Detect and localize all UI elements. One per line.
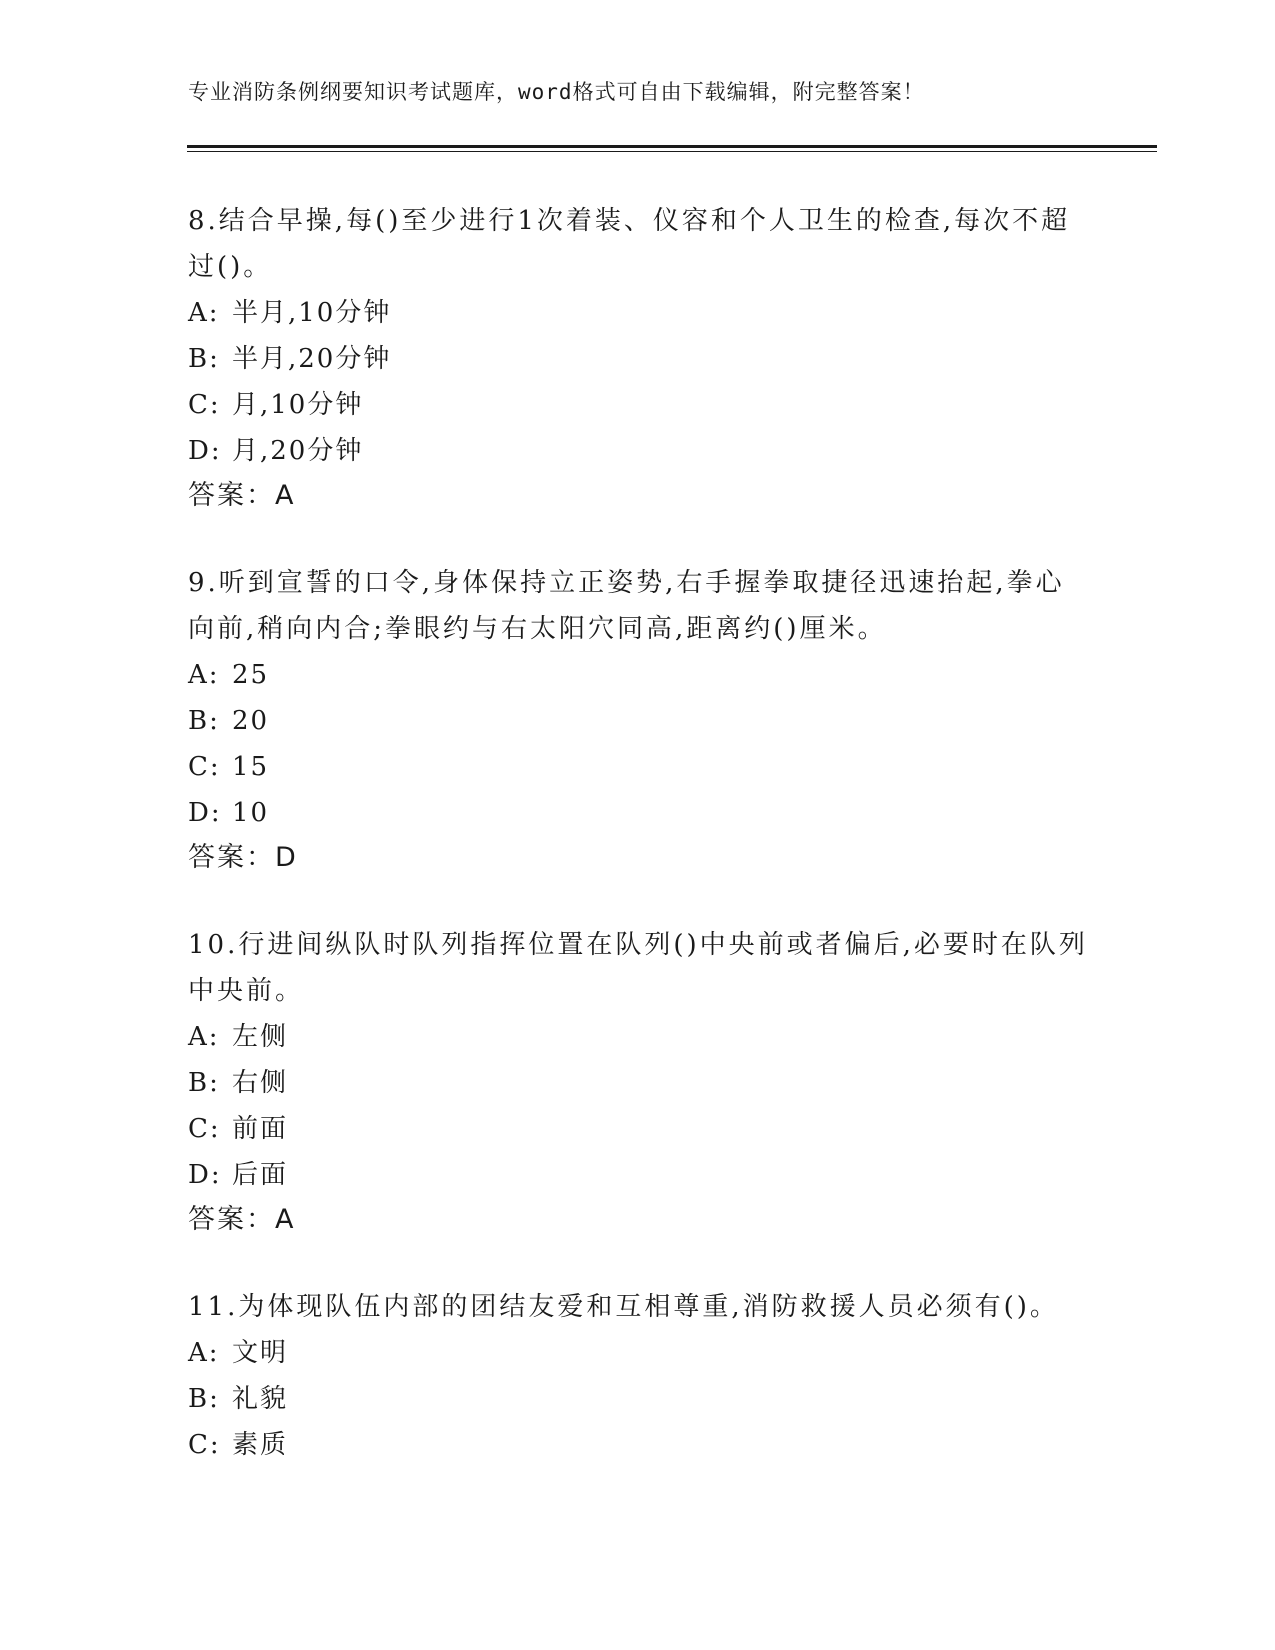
option-c [188, 1106, 1088, 1152]
option-b [188, 698, 1088, 744]
question-10 [188, 922, 1088, 1242]
option-a [188, 1330, 1088, 1376]
answer: 答案：A [188, 1204, 296, 1235]
option-d [188, 428, 1088, 474]
option-text: 25 [232, 660, 270, 690]
question-text: 9.听到宣誓的口令,身体保持立正姿势,右手握拳取捷径迅速抬起,拳心向前,稍向内合;拳眼约与右太阳穴同高,距离约()厘米。 [188, 568, 1065, 644]
option-text: 文明 [232, 1338, 289, 1368]
option-text: 半月,10分钟 [232, 298, 392, 328]
question-list [188, 198, 1088, 1510]
option-text: 20 [232, 706, 270, 736]
option-letter: B: [188, 1068, 220, 1098]
option-letter: D: [188, 436, 222, 466]
question-text: 11.为体现队伍内部的团结友爱和互相尊重,消防救援人员必须有()。 [188, 1292, 1059, 1322]
header-rule-thin [187, 151, 1157, 152]
question-11 [188, 1284, 1088, 1468]
question-9 [188, 560, 1088, 880]
option-letter: B: [188, 706, 220, 736]
option-a [188, 652, 1088, 698]
option-letter: B: [188, 344, 220, 374]
option-b [188, 336, 1088, 382]
question-text: 8.结合早操,每()至少进行1次着装、仪容和个人卫生的检查,每次不超过()。 [188, 206, 1071, 282]
question-8 [188, 198, 1088, 518]
option-text: 后面 [232, 1160, 289, 1190]
option-text: 半月,20分钟 [232, 344, 392, 374]
question-text: 10.行进间纵队时队列指挥位置在队列()中央前或者偏后,必要时在队列中央前。 [188, 930, 1088, 1006]
option-text: 前面 [232, 1114, 289, 1144]
option-letter: C: [188, 390, 221, 420]
answer: 答案：A [188, 480, 296, 511]
option-b [188, 1060, 1088, 1106]
option-letter: C: [188, 1114, 221, 1144]
option-letter: D: [188, 798, 222, 828]
option-letter: A: [188, 1338, 220, 1368]
option-text: 10 [232, 798, 270, 828]
option-c [188, 382, 1088, 428]
option-letter: A: [188, 660, 220, 690]
document-header: 专业消防条例纲要知识考试题库，word格式可自由下载编辑，附完整答案！ [188, 80, 925, 104]
option-a [188, 290, 1088, 336]
option-text: 月,20分钟 [232, 436, 364, 466]
option-c [188, 744, 1088, 790]
option-text: 月,10分钟 [232, 390, 364, 420]
option-text: 素质 [232, 1430, 289, 1460]
option-d [188, 790, 1088, 836]
option-letter: A: [188, 1022, 220, 1052]
option-letter: C: [188, 752, 221, 782]
option-d [188, 1152, 1088, 1198]
option-text: 右侧 [232, 1068, 289, 1098]
option-a [188, 1014, 1088, 1060]
option-letter: A: [188, 298, 220, 328]
option-letter: C: [188, 1430, 221, 1460]
answer: 答案：D [188, 842, 298, 873]
option-letter: B: [188, 1384, 220, 1414]
option-letter: D: [188, 1160, 222, 1190]
header-rule-thick [187, 145, 1157, 148]
option-text: 15 [232, 752, 270, 782]
option-b [188, 1376, 1088, 1422]
option-text: 礼貌 [232, 1384, 289, 1414]
option-c [188, 1422, 1088, 1468]
option-text: 左侧 [232, 1022, 289, 1052]
